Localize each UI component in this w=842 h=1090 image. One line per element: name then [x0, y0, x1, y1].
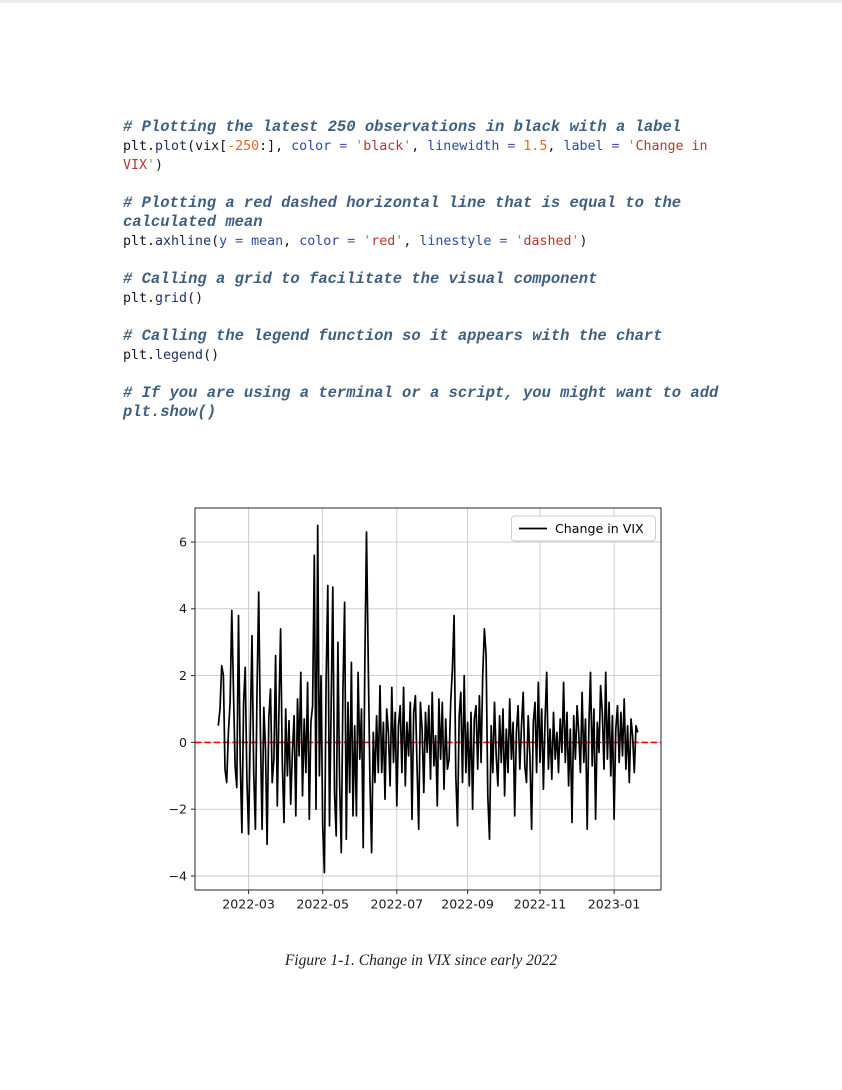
code-token: color — [291, 139, 332, 154]
code-token: plt.show() — [123, 403, 217, 421]
code-token: () — [187, 291, 204, 306]
x-tick-label: 2022-05 — [296, 896, 350, 912]
y-tick-label: 2 — [178, 668, 187, 683]
vix-figure — [165, 500, 665, 930]
code-token: ' — [355, 139, 364, 154]
code-token: = — [603, 139, 628, 154]
code-blank-line — [123, 175, 763, 194]
code-line — [123, 137, 763, 156]
code-token: ' — [571, 234, 580, 249]
code-token: axhline — [155, 234, 212, 249]
code-token: plt. — [123, 234, 156, 249]
code-token: () — [203, 348, 220, 363]
code-token: ( — [211, 234, 220, 249]
code-token: -250 — [227, 139, 260, 154]
code-token: , — [283, 234, 300, 249]
code-token: plt. — [123, 291, 156, 306]
code-token: red — [371, 234, 396, 249]
code-token: = — [339, 234, 364, 249]
y-tick-label: 4 — [178, 601, 187, 617]
code-token: plt. — [123, 139, 156, 154]
code-comment-line — [123, 213, 763, 232]
code-token: ' — [515, 234, 524, 249]
code-token: VIX — [123, 158, 148, 173]
code-comment-line — [123, 194, 763, 213]
y-tick-label: 6 — [178, 534, 187, 550]
code-token: ' — [363, 234, 372, 249]
code-token: , — [547, 139, 564, 154]
code-token: , — [411, 139, 428, 154]
code-token: plt. — [123, 348, 156, 363]
code-token: ' — [627, 139, 636, 154]
code-blank-line — [123, 365, 763, 384]
code-comment-line — [123, 403, 763, 422]
x-tick-label: 2022-11 — [513, 896, 567, 912]
code-token: Change in — [635, 139, 708, 154]
code-token: = — [499, 139, 524, 154]
code-token: 1.5 — [523, 139, 548, 154]
code-comment-line — [123, 270, 763, 289]
code-token: (vix[ — [187, 139, 228, 154]
y-tick-label: 0 — [178, 734, 187, 750]
y-tick-label: −2 — [168, 801, 187, 817]
chart-legend — [512, 516, 656, 541]
code-token: , — [403, 234, 420, 249]
legend-label: Change in VIX — [555, 521, 644, 536]
code-token: # Plotting the latest 250 observations in black with a label — [123, 118, 682, 136]
code-token: ) — [579, 234, 588, 249]
code-line — [123, 289, 763, 308]
x-tick-label: 2022-03 — [222, 896, 275, 912]
vix-chart-svg — [165, 500, 665, 930]
code-token: linestyle — [419, 234, 492, 249]
code-token: ' — [403, 139, 412, 154]
code-token: legend — [155, 348, 204, 363]
code-block — [123, 118, 763, 422]
y-tick-label: −4 — [168, 868, 187, 884]
code-token: plot — [155, 139, 188, 154]
code-token: mean — [251, 234, 284, 249]
code-comment-line — [123, 327, 763, 346]
code-comment-line — [123, 118, 763, 137]
code-token: ' — [395, 234, 404, 249]
figure-caption: Figure 1-1. Change in VIX since early 2022 — [284, 952, 558, 969]
code-token: # Calling a grid to facilitate the visual component — [123, 270, 598, 288]
code-token: black — [363, 139, 404, 154]
code-token: = — [491, 234, 516, 249]
code-token: ) — [155, 158, 164, 173]
code-token: color — [299, 234, 340, 249]
code-token: = — [227, 234, 252, 249]
vix-change-line — [218, 525, 637, 872]
code-token: label — [563, 139, 604, 154]
code-line — [123, 156, 763, 175]
code-line — [123, 346, 763, 365]
code-token: calculated mean — [123, 213, 263, 231]
code-token: linewidth — [427, 139, 500, 154]
code-token: = — [331, 139, 356, 154]
x-tick-label: 2022-09 — [441, 896, 494, 912]
code-token: grid — [155, 291, 188, 306]
code-token: # Calling the legend function so it appears with the chart — [123, 327, 663, 345]
code-token: ' — [147, 158, 156, 173]
code-blank-line — [123, 308, 763, 327]
x-tick-label: 2023-01 — [587, 896, 641, 912]
code-token: # Plotting a red dashed horizontal line that is equal to the — [123, 194, 682, 212]
code-token: # If you are using a terminal or a script, you might want to add — [123, 384, 719, 402]
code-comment-line — [123, 384, 763, 403]
code-token: y — [219, 234, 228, 249]
code-token: dashed — [523, 234, 572, 249]
code-line — [123, 232, 763, 251]
code-blank-line — [123, 251, 763, 270]
x-tick-label: 2022-07 — [370, 896, 424, 912]
page-top-edge — [0, 0, 842, 3]
code-token: :], — [259, 139, 292, 154]
